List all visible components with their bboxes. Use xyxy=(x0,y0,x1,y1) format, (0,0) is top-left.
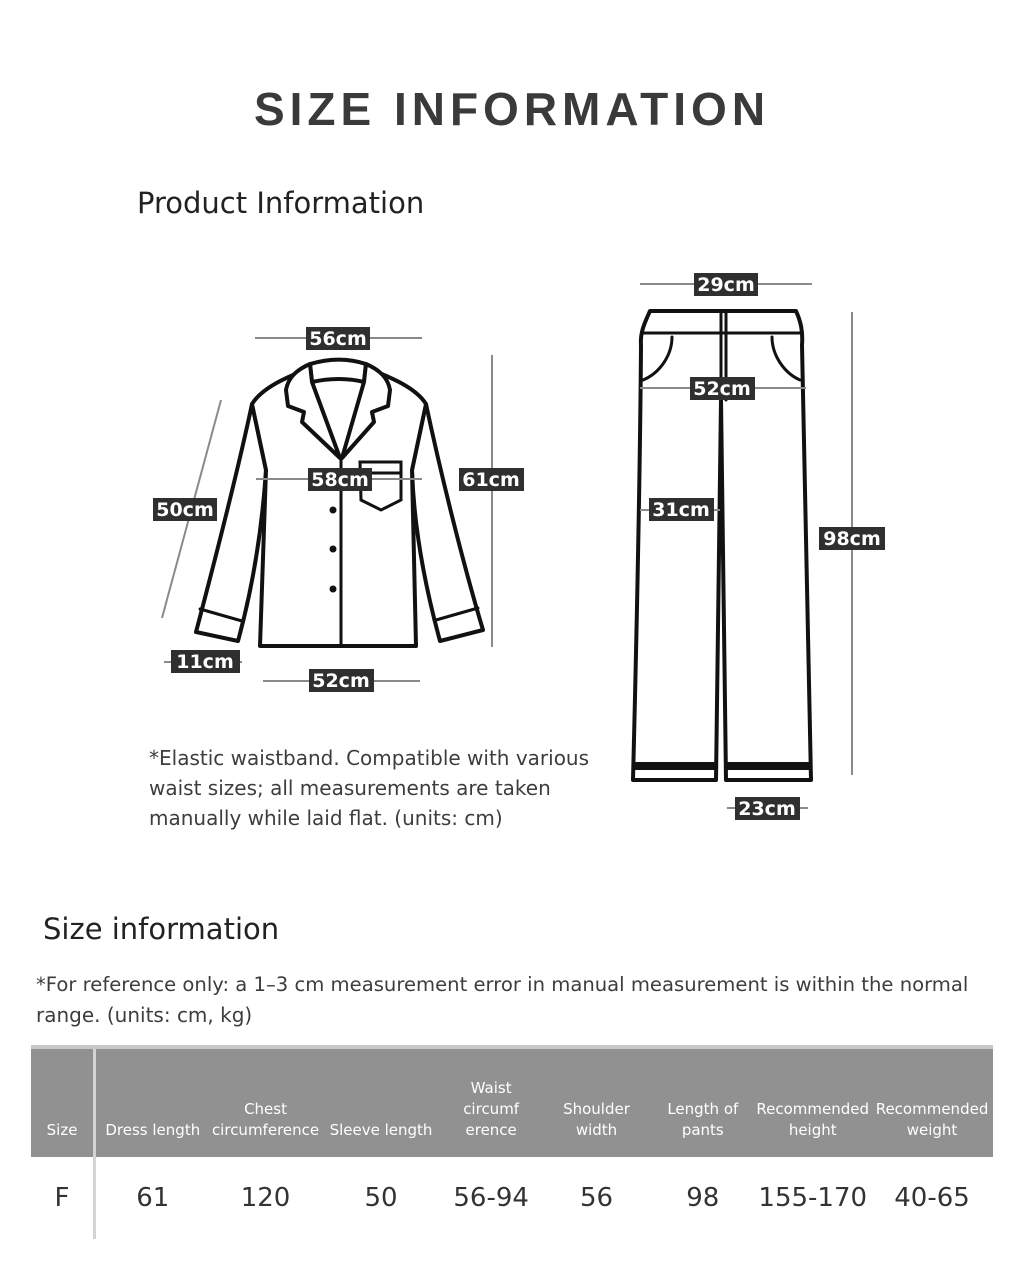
shirt-shoulder-label xyxy=(306,327,370,350)
svg-text:11cm: 11cm xyxy=(176,651,234,673)
size-table xyxy=(31,1045,993,1239)
table-cell: 56-94 xyxy=(453,1183,529,1213)
col-header-size: Size xyxy=(31,1047,95,1157)
col-header-shoulder: Shoulder width xyxy=(542,1047,651,1157)
shirt-drawing xyxy=(196,360,483,647)
col-header-rec-weight: Recommended weight xyxy=(871,1047,993,1157)
table-cell: 61 xyxy=(136,1183,170,1213)
table-cell: F xyxy=(31,1157,95,1239)
svg-text:29cm: 29cm xyxy=(697,274,755,296)
svg-text:56cm: 56cm xyxy=(309,328,367,350)
product-note-line: *Elastic waistband. Compatible with various xyxy=(149,746,590,770)
svg-text:58cm: 58cm xyxy=(311,469,369,491)
col-header-sleeve-length: Sleeve length xyxy=(322,1047,441,1157)
product-info-heading: Product Information xyxy=(137,186,425,220)
table-cell: 155-170 xyxy=(758,1183,868,1213)
svg-text:52cm: 52cm xyxy=(693,378,751,400)
col-header-waist: Waist circumf erence xyxy=(440,1047,541,1157)
size-note xyxy=(36,970,1011,1030)
svg-text:61cm: 61cm xyxy=(462,469,520,491)
shirt-chest-label xyxy=(308,468,372,491)
size-info-heading: Size information xyxy=(43,912,280,946)
size-table-header xyxy=(31,1047,993,1157)
pants-waist-label xyxy=(694,273,758,296)
size-note-line: range. (units: cm, kg) xyxy=(36,1003,253,1027)
table-cell: 98 xyxy=(686,1183,720,1213)
pants-thigh-label xyxy=(649,498,714,521)
svg-text:23cm: 23cm xyxy=(738,798,796,820)
shirt-sleeve-label xyxy=(153,498,217,521)
product-note xyxy=(149,743,589,833)
size-note-line: *For reference only: a 1–3 cm measurement error in manual measurement is within the normal xyxy=(36,973,969,996)
pants-leg-opening-label xyxy=(735,797,800,820)
col-header-chest: Chest circumference xyxy=(210,1047,322,1157)
table-cell: 50 xyxy=(364,1183,398,1213)
shirt-hem-label xyxy=(309,669,374,692)
table-row xyxy=(31,1157,993,1239)
table-cell: 120 xyxy=(240,1183,291,1213)
table-cell: 56 xyxy=(579,1183,614,1213)
product-note-line: manually while laid flat. (units: cm) xyxy=(149,806,503,830)
col-header-rec-height: Recommended height xyxy=(754,1047,871,1157)
product-note-line: waist sizes; all measurements are taken xyxy=(149,776,551,800)
page-title: SIZE INFORMATION xyxy=(253,83,771,135)
pants-length-label xyxy=(819,527,885,550)
table-cell: 40-65 xyxy=(894,1183,970,1213)
col-header-pants-length: Length of pants xyxy=(651,1047,754,1157)
svg-text:50cm: 50cm xyxy=(156,499,214,521)
shirt-length-label xyxy=(459,468,524,491)
svg-text:31cm: 31cm xyxy=(652,499,710,521)
svg-text:98cm: 98cm xyxy=(823,528,881,550)
svg-text:52cm: 52cm xyxy=(312,670,370,692)
pants-hip-label xyxy=(690,377,755,400)
shirt-cuff-label xyxy=(171,650,240,673)
col-header-dress-length: Dress length xyxy=(95,1047,210,1157)
